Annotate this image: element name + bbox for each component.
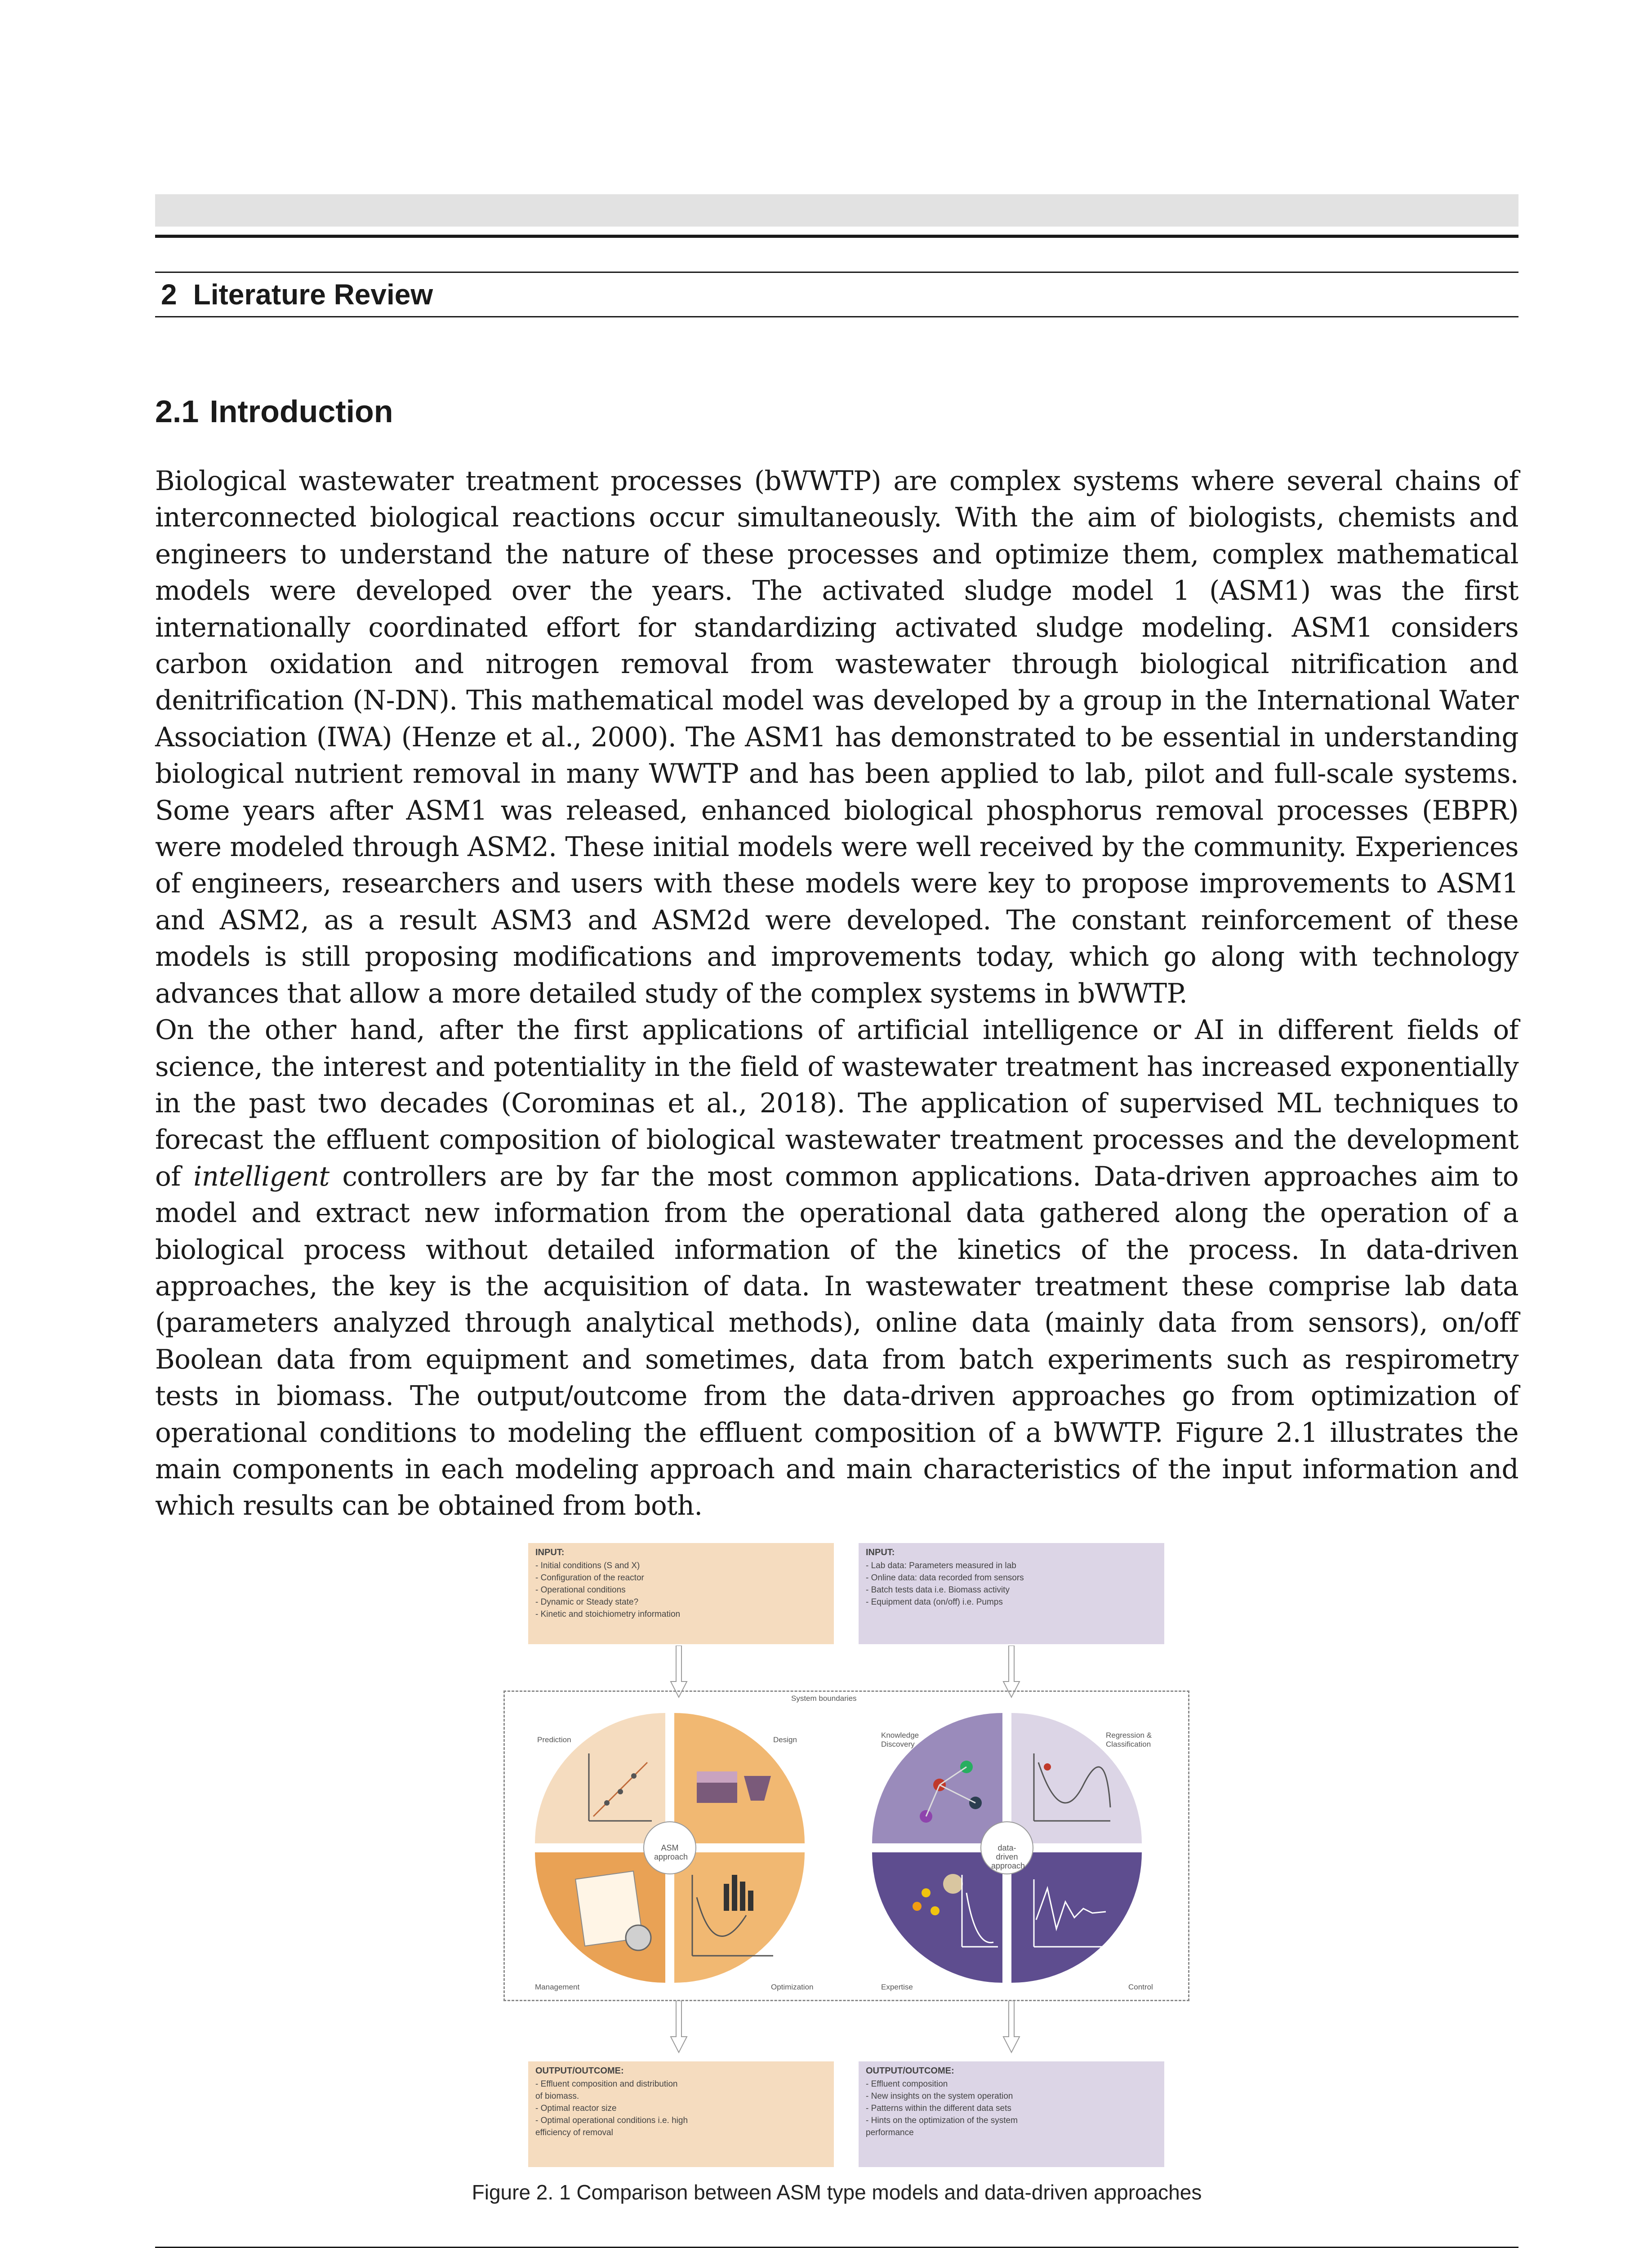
asm-quadrant-label: Management — [535, 1983, 580, 1991]
paragraph-2-text-a: On the other hand, after the first applications of artificial intelligence or AI in different fields of science, the interest and potentiality in the field of wastewater treatment has increased exponentially in the past two decades (Corominas et al., 2018). The application of supervised ML techniques to forecast the effluent composition of biological wastewater treatment processes and the development of — [155, 1015, 1518, 1192]
arrow-down-icon — [1002, 2001, 1020, 2055]
dd-quadrant-label: Knowledge Discovery — [881, 1731, 919, 1748]
chapter-heading — [161, 277, 433, 312]
dd-output-line: - Hints on the optimization of the system — [866, 2116, 1018, 2125]
asm-center-label: ASM approach — [654, 1843, 688, 1861]
asm-input-line: - Initial conditions (S and X) — [535, 1561, 640, 1570]
asm-quadrant-label: Design — [773, 1735, 797, 1744]
dd-input-line: - Batch tests data i.e. Biomass activity — [866, 1585, 1010, 1595]
paragraph-2 — [155, 1012, 1518, 1525]
asm-output-line: - Optimal reactor size — [535, 2104, 617, 2113]
figure-comparison — [499, 1538, 1191, 2172]
header-band — [155, 194, 1518, 227]
dd-quadrant-label: Control — [1128, 1983, 1153, 1991]
dd-input-line: - Equipment data (on/off) i.e. Pumps — [866, 1597, 1003, 1607]
asm-input-box — [528, 1543, 834, 1644]
asm-input-title: INPUT: — [535, 1548, 565, 1557]
dd-output-line: - Effluent composition — [866, 2079, 948, 2089]
system-boundaries-label: System boundaries — [791, 1694, 857, 1703]
asm-output-line: of biomass. — [535, 2092, 579, 2101]
dd-quadrant-label: Expertise — [881, 1983, 913, 1991]
dd-center-label: data-driven approach — [991, 1843, 1025, 1870]
dd-quadrant-label: Regression & Classification — [1106, 1731, 1152, 1748]
dd-output-box — [859, 2061, 1164, 2167]
asm-quadrant-label: Optimization — [771, 1983, 814, 1991]
chapter-number: 2 — [161, 278, 177, 311]
section-number: 2.1 — [155, 394, 199, 429]
chapter-rule-top — [155, 272, 1518, 273]
dd-input-box — [859, 1543, 1164, 1644]
paragraph-2-italic: intelligent — [193, 1161, 330, 1192]
figure-caption: Figure 2. 1 Comparison between ASM type models and data-driven approaches — [472, 2181, 1202, 2204]
paragraph-2-text-b: controllers are by far the most common applications. Data-driven approaches aim to model and extract new information from the operational data gathered along the operation of a biological process without detailed information of the kinetics of the process. In data-driven approaches, the key is the acquisition of data. In wastewater treatment these comprise lab data (parameters analyzed through analytical methods), online data (mainly data from sensors), on/off Boolean data from equipment and sometimes, data from batch experiments such as respirometry tests in biomass. The output/outcome from the data-driven approaches go from optimization of operational conditions to modeling the effluent composition of a bWWTP. Figure 2.1 illustrates the main components in each modeling approach and main characteristics of the input information and which results can be obtained from both. — [155, 1161, 1519, 1522]
asm-input-line: - Kinetic and stoichiometry information — [535, 1610, 681, 1619]
dd-input-line: - Lab data: Parameters measured in lab — [866, 1561, 1016, 1570]
asm-output-box — [528, 2061, 834, 2167]
dd-output-line: - New insights on the system operation — [866, 2092, 1013, 2101]
dd-output-line: - Patterns within the different data sets — [866, 2104, 1011, 2113]
asm-output-title: OUTPUT/OUTCOME: — [535, 2066, 624, 2076]
dd-output-title: OUTPUT/OUTCOME: — [866, 2066, 954, 2076]
asm-input-line: - Operational conditions — [535, 1585, 626, 1595]
dd-output-line: performance — [866, 2128, 914, 2137]
section-title: Introduction — [209, 394, 393, 429]
asm-input-line: - Configuration of the reactor — [535, 1573, 644, 1583]
reactor-design-icon — [697, 1771, 771, 1803]
asm-output-line: efficiency of removal — [535, 2128, 613, 2137]
section-heading — [155, 391, 393, 432]
asm-output-line: - Optimal operational conditions i.e. high — [535, 2116, 688, 2125]
asm-input-line: - Dynamic or Steady state? — [535, 1597, 639, 1607]
chapter-rule-bottom — [155, 316, 1518, 317]
asm-quadrant-label: Prediction — [537, 1735, 571, 1744]
dd-input-title: INPUT: — [866, 1548, 895, 1557]
header-rule — [155, 235, 1518, 238]
body-text — [155, 463, 1518, 1525]
chapter-title: Literature Review — [193, 278, 433, 311]
arrow-down-icon — [670, 2001, 688, 2055]
dd-input-line: - Online data: data recorded from sensors — [866, 1573, 1024, 1583]
asm-output-line: - Effluent composition and distribution — [535, 2079, 678, 2089]
paragraph-1: Biological wastewater treatment processes (bWWTP) are complex systems where several chains of interconnected biological reactions occur simultaneously. With the aim of biologists, chemists and engineers to understand the nature of these processes and optimize them, complex mathematical models were developed over the years. The activated sludge model 1 (ASM1) was the first internationally coordinated effort for standardizing activated sludge modeling. ASM1 considers carbon oxidation and nitrogen removal from wastewater through biological nitrification and denitrification (N-DN). This mathematical model was developed by a group in the International Water Association (IWA) (Henze et al., 2000). The ASM1 has demonstrated to be essential in understanding biological nutrient removal in many WWTP and has been applied to lab, pilot and full-scale systems. Some years after ASM1 was released, enhanced biological phosphorus removal processes (EBPR) were modeled through ASM2. These initial models were well received by the community. Experiences of engineers, researchers and users with these models were key to propose improvements to ASM1 and ASM2, as a result ASM3 and ASM2d were developed. The constant reinforcement of these models is still proposing modifications and improvements today, which go along with technology advances that allow a more detailed study of the complex systems in bWWTP. — [155, 466, 1518, 1009]
